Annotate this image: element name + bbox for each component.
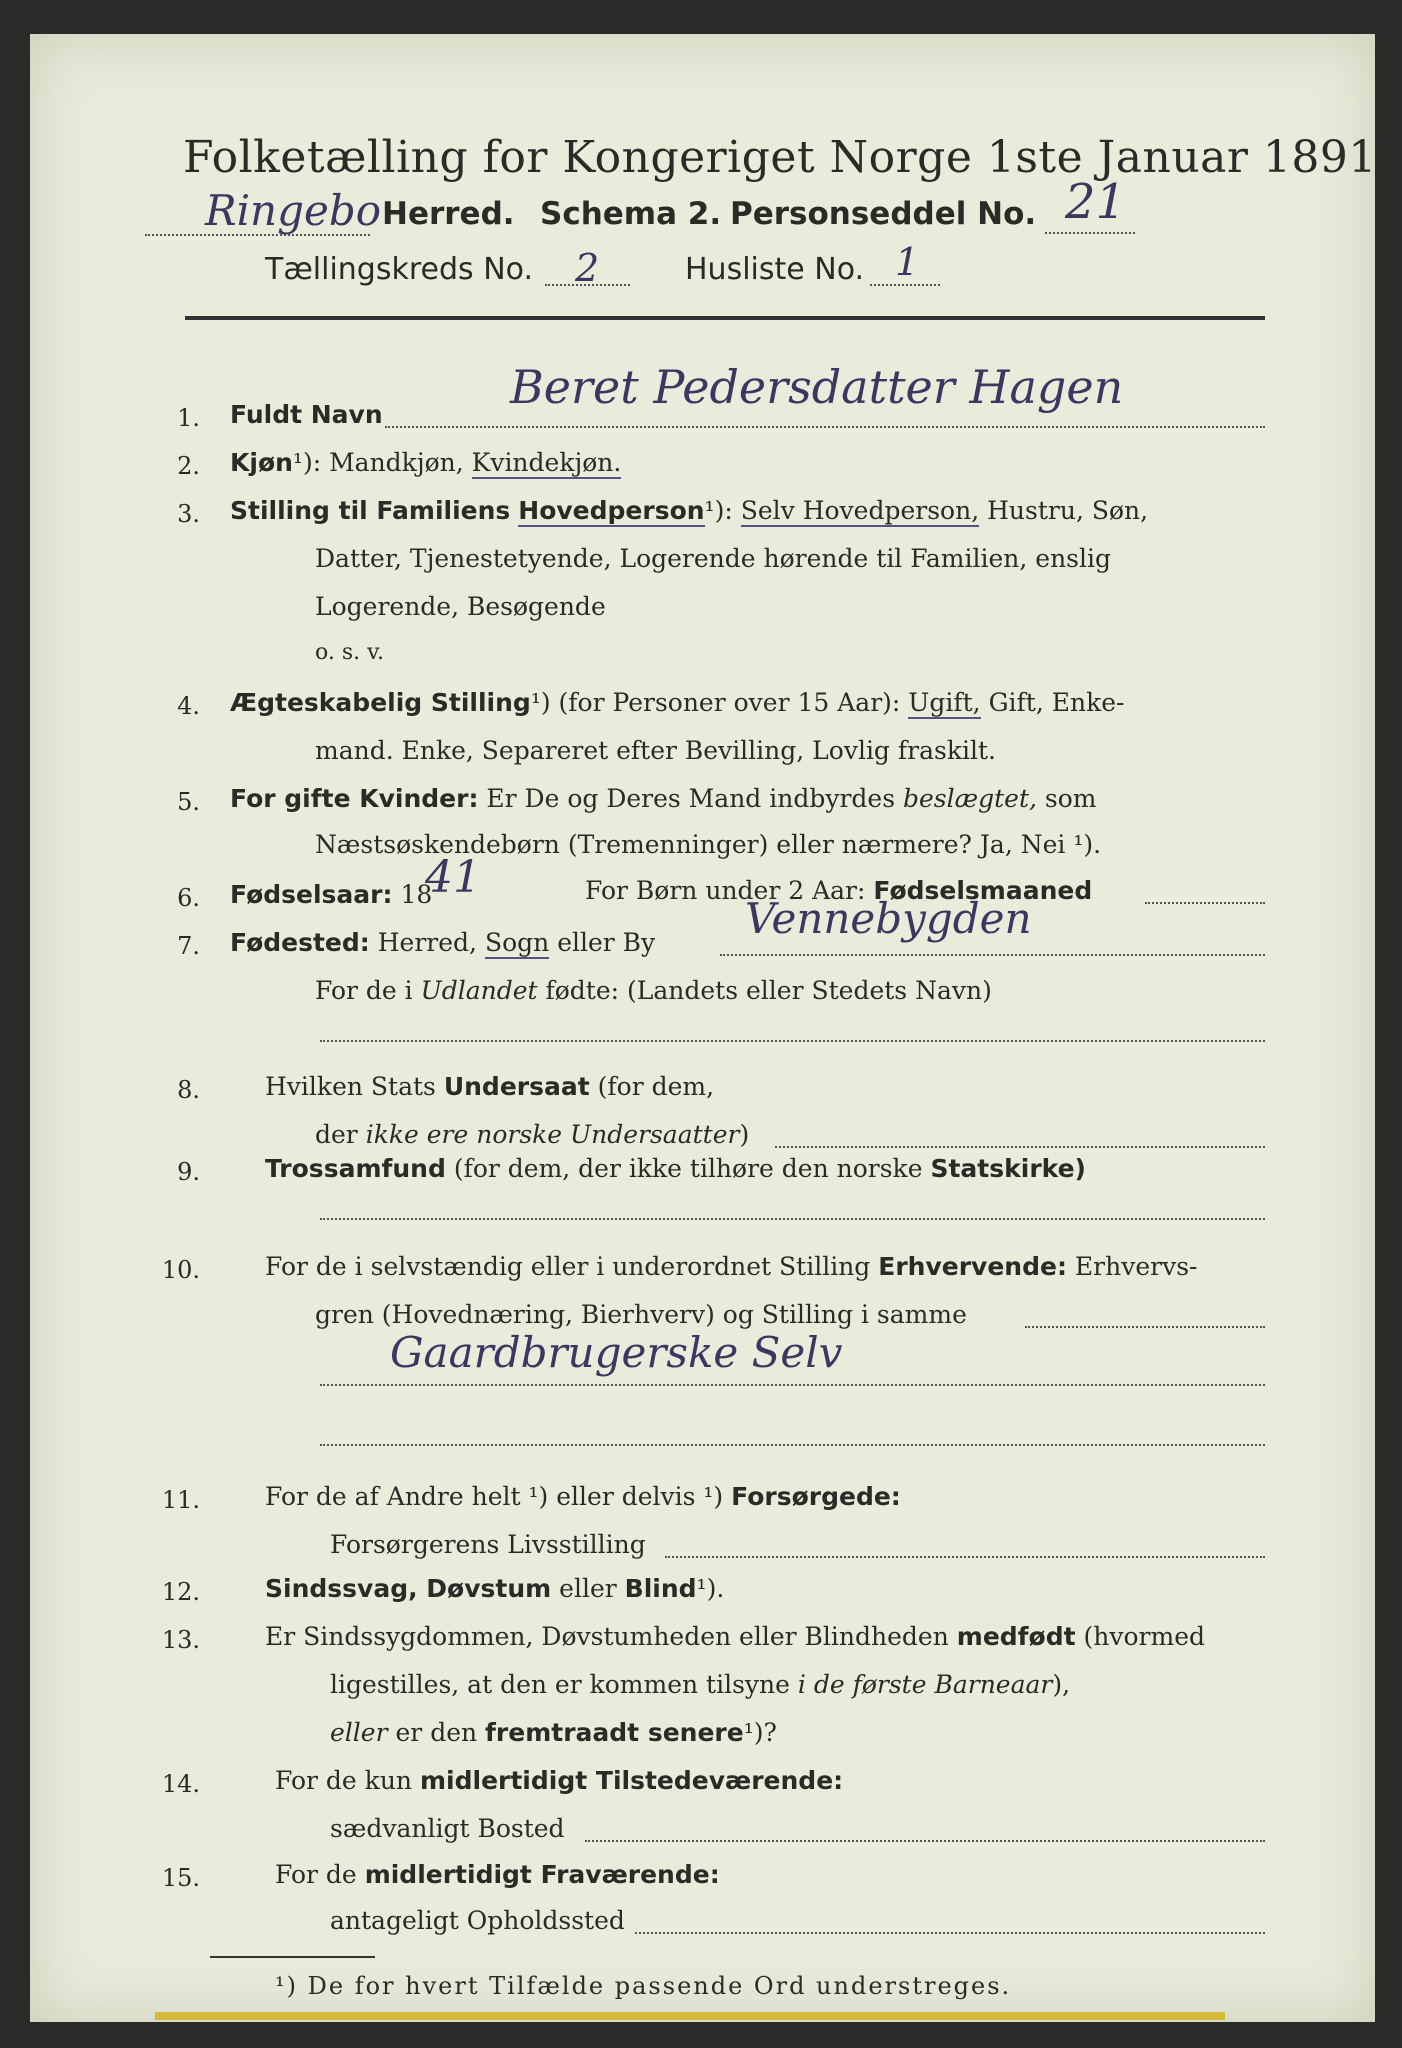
- text: der: [315, 1120, 358, 1149]
- text: Hvilken Stats: [265, 1072, 436, 1101]
- taellingskreds-value: 2: [575, 246, 600, 290]
- text: Logerende, Besøgende: [315, 592, 606, 621]
- text: som: [1044, 784, 1097, 813]
- dotline-8: [775, 1146, 1265, 1148]
- item-number: 4.: [177, 692, 200, 720]
- text: fødte: (Landets eller Stedets Navn): [545, 976, 992, 1005]
- text: Er De og Deres Mand indbyrdes: [486, 784, 896, 813]
- schema-label: Schema 2.: [540, 196, 722, 232]
- text: o. s. v.: [315, 640, 384, 665]
- text: (hvormed: [1083, 1622, 1206, 1651]
- taellingskreds-label: Tællingskreds No.: [265, 252, 533, 287]
- text: Forsørgerens Livsstilling: [330, 1530, 646, 1559]
- text: eller By: [557, 928, 656, 957]
- label-fodselsaar: Fødselsaar:: [230, 880, 393, 909]
- text: ¹):: [704, 496, 733, 525]
- herred-value: Ringebo: [205, 186, 382, 235]
- text: ): [739, 1120, 750, 1149]
- text: 18: [400, 880, 433, 909]
- text: sædvanligt Bosted: [330, 1814, 565, 1843]
- text: Statskirke): [930, 1154, 1086, 1183]
- dotline-7: [720, 954, 1265, 956]
- item-number: 12.: [161, 1578, 200, 1606]
- underlined-hovedperson: Hovedperson: [518, 496, 705, 525]
- label-fravaerende: midlertidigt Fraværende:: [364, 1860, 720, 1889]
- label-sindssvag: Sindssvag, Døvstum: [265, 1574, 552, 1603]
- item-number: 8.: [177, 1076, 200, 1104]
- dotline-7b: [320, 1040, 1265, 1042]
- footnote-rule: [210, 1956, 375, 1958]
- item-number: 14.: [161, 1770, 200, 1798]
- personseddel-value: 21: [1065, 174, 1127, 230]
- dotline-10b: [320, 1384, 1265, 1386]
- label-fuldt-navn: Fuldt Navn: [230, 400, 383, 429]
- item-number: 7.: [177, 932, 200, 960]
- label-medfodt: medfødt: [956, 1622, 1076, 1651]
- label-fodselsmaaned: Fødselsmaaned: [873, 876, 1093, 905]
- label-fremtraadt: fremtraadt senere: [485, 1718, 744, 1747]
- item-number: 13.: [161, 1626, 200, 1654]
- dotline-10a: [1025, 1326, 1265, 1328]
- item-number: 10.: [161, 1256, 200, 1284]
- text: For Børn under 2 Aar:: [585, 876, 866, 905]
- value-fodselsaar: 41: [425, 852, 481, 903]
- dotline-11: [665, 1556, 1265, 1558]
- personseddel-dotline: [1045, 232, 1135, 234]
- text: ¹) (for Personer over 15 Aar):: [530, 688, 901, 717]
- text: beslægtet,: [903, 784, 1037, 813]
- text: ¹): Mandkjøn,: [292, 448, 464, 477]
- value-fodested: Vennebygden: [745, 894, 1032, 943]
- label-trossamfund: Trossamfund: [265, 1154, 446, 1183]
- underlined-kvindekjon: Kvindekjøn.: [471, 448, 622, 477]
- text: For de i selvstændig eller i underordnet Stilling: [265, 1252, 871, 1281]
- dotline-1: [385, 426, 1265, 428]
- header-rule: [185, 316, 1265, 320]
- text: mand. Enke, Separeret efter Bevilling, Lovlig fraskilt.: [315, 736, 996, 765]
- item-number: 3.: [177, 500, 200, 528]
- text: eller: [559, 1574, 617, 1603]
- label-fodested: Fødested:: [230, 928, 370, 957]
- text: For de af Andre helt ¹) eller delvis ¹): [265, 1482, 724, 1511]
- herred-label: Herred.: [382, 196, 515, 232]
- text: ligestilles, at den er kommen tilsyne: [330, 1670, 790, 1699]
- text: For de i: [315, 976, 413, 1005]
- text: Herred,: [377, 928, 477, 957]
- text: ),: [1052, 1670, 1071, 1699]
- underlined-selv-hovedperson: Selv Hovedperson,: [740, 496, 980, 525]
- text: ¹)?: [743, 1718, 777, 1747]
- text: antageligt Opholdssted: [330, 1906, 625, 1935]
- text: eller: [330, 1718, 388, 1747]
- dotline-9: [320, 1218, 1265, 1220]
- label-aegteskabelig: Ægteskabelig Stilling: [230, 688, 531, 717]
- husliste-label: Husliste No.: [685, 252, 865, 287]
- dotline-14: [585, 1840, 1265, 1842]
- text: For de: [275, 1860, 357, 1889]
- underlined-ugift: Ugift,: [908, 688, 981, 717]
- text: Erhvervs-: [1074, 1252, 1198, 1281]
- label-tilstedevaerende: midlertidigt Tilstedeværende:: [419, 1766, 844, 1795]
- underlined-sogn: Sogn: [484, 928, 550, 957]
- form-title: Folketælling for Kongeriget Norge 1ste Januar 1891.: [183, 132, 1392, 183]
- text: er den: [395, 1718, 478, 1747]
- label-forsorgede: Forsørgede:: [731, 1482, 901, 1511]
- label-undersaat: Undersaat: [443, 1072, 590, 1101]
- text: (for dem,: [597, 1072, 715, 1101]
- husliste-dotline: [870, 284, 940, 286]
- text: Gift, Enke-: [988, 688, 1125, 717]
- label-blind: Blind: [624, 1574, 697, 1603]
- text: Hustru, Søn,: [987, 496, 1149, 525]
- footnote: ¹) De for hvert Tilfælde passende Ord understreges.: [275, 1972, 1012, 2000]
- dotline-6: [1145, 902, 1265, 904]
- label-gifte-kvinder: For gifte Kvinder:: [230, 784, 479, 813]
- label-erhvervende: Erhvervende:: [878, 1252, 1067, 1281]
- text: ikke ere norske Undersaatter: [365, 1120, 740, 1149]
- text: gren (Hovednæring, Bierhverv) og Stilling i samme: [315, 1300, 967, 1329]
- text: Datter, Tjenestetyende, Logerende hørende til Familien, enslig: [315, 544, 1112, 573]
- item-number: 5.: [177, 788, 200, 816]
- text: ¹).: [696, 1574, 725, 1603]
- text: i de første Barneaar: [797, 1670, 1053, 1699]
- text: For de kun: [275, 1766, 413, 1795]
- item-number: 11.: [161, 1486, 200, 1514]
- value-fuldt-navn: Beret Pedersdatter Hagen: [510, 360, 1124, 414]
- dotline-10c: [320, 1444, 1265, 1446]
- husliste-value: 1: [895, 240, 920, 284]
- text: (for dem, der ikke tilhøre den norske: [453, 1154, 923, 1183]
- dotline-15: [635, 1932, 1265, 1934]
- value-erhverv: Gaardbrugerske Selv: [390, 1328, 843, 1377]
- item-number: 15.: [161, 1864, 200, 1892]
- personseddel-label: Personseddel No.: [730, 196, 1037, 232]
- item-number: 2.: [177, 452, 200, 480]
- tape-stripe: [155, 2012, 1225, 2020]
- item-number: 1.: [177, 404, 200, 432]
- label-stilling: Stilling til Familiens: [230, 496, 511, 525]
- census-form-page: [30, 34, 1392, 2022]
- text: Næstsøskendebørn (Tremenninger) eller nærmere? Ja, Nei ¹).: [315, 830, 1102, 859]
- item-number: 9.: [177, 1158, 200, 1186]
- label-kjon: Kjøn: [230, 448, 293, 477]
- text: Er Sindssygdommen, Døvstumheden eller Blindheden: [265, 1622, 949, 1651]
- text: Udlandet: [420, 976, 538, 1005]
- item-number: 6.: [177, 884, 200, 912]
